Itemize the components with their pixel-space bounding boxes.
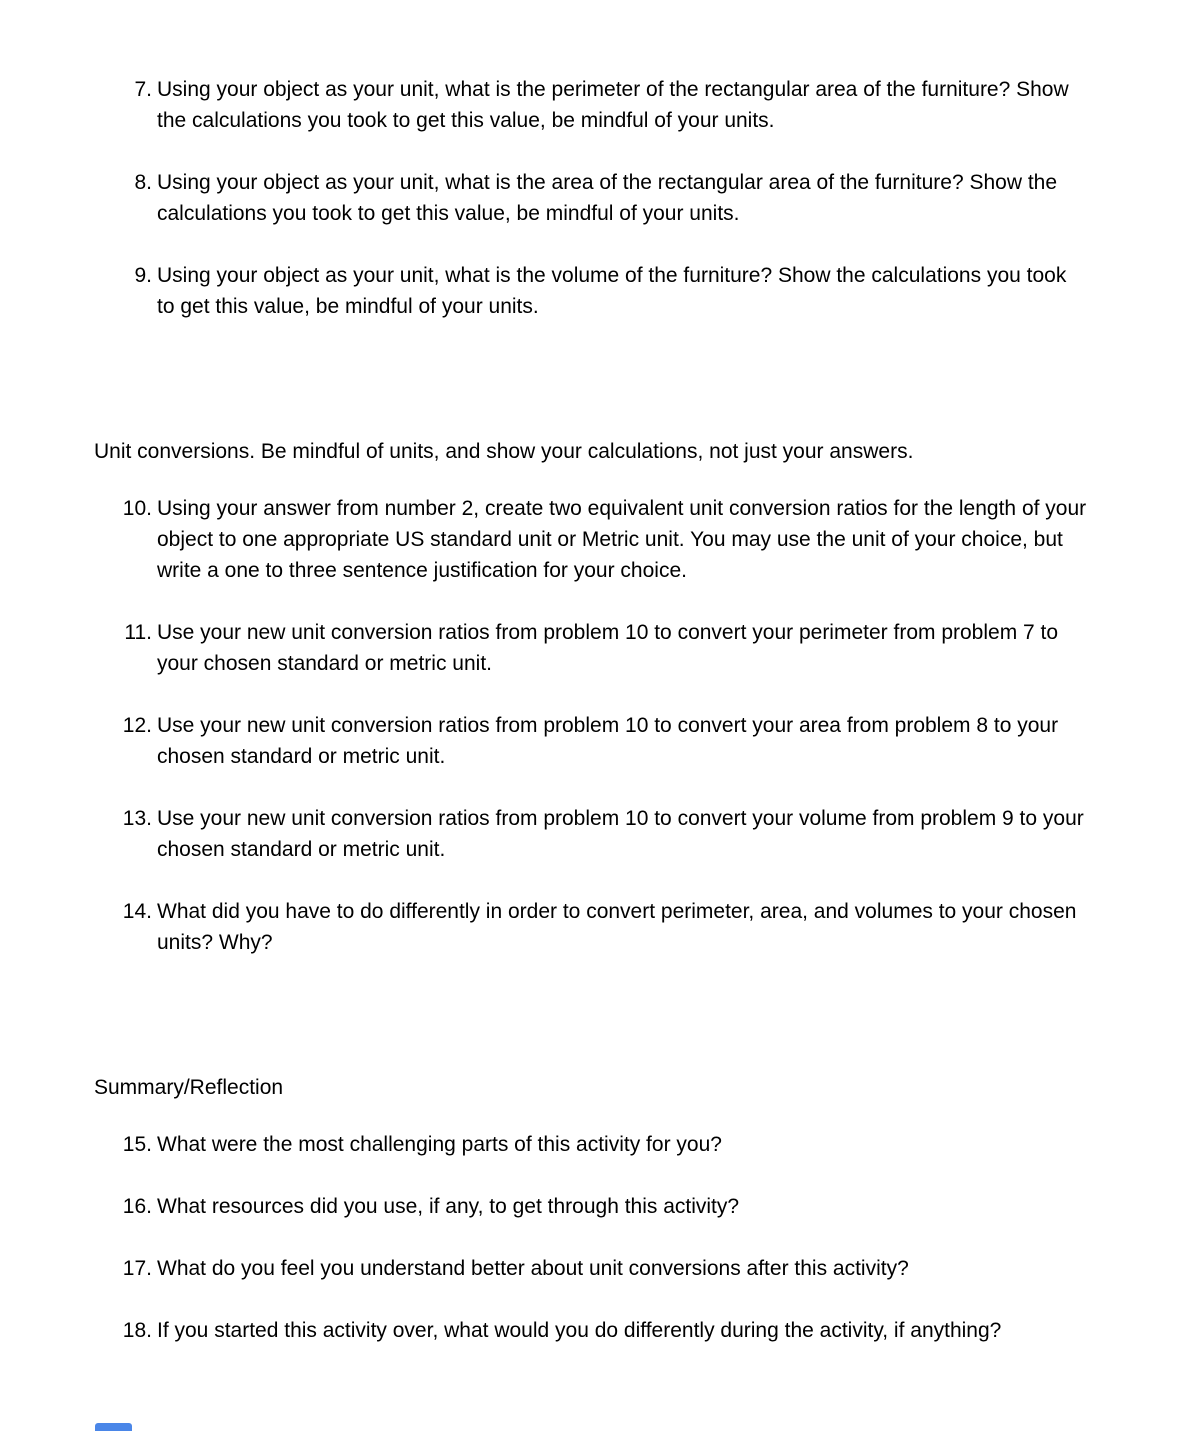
list-item-number: 14.	[122, 900, 152, 923]
list-item	[0, 1129, 1178, 1160]
list-item-number: 17.	[122, 1257, 152, 1280]
list-item-text: What were the most challenging parts of this activity for you?	[157, 1133, 722, 1156]
list-item-text: Use your new unit conversion ratios from problem 10 to convert your perimeter from problem 7 to your chosen standard or metric unit.	[157, 621, 1059, 675]
list-item	[0, 803, 1178, 865]
list-item-number: 7.	[134, 78, 152, 101]
list-item-text: Use your new unit conversion ratios from problem 10 to convert your volume from problem 9 to your chosen standard or metric unit.	[157, 807, 1084, 861]
list-item-text: What resources did you use, if any, to get through this activity?	[157, 1195, 740, 1218]
list-item	[0, 1191, 1178, 1222]
list-item-text: Using your object as your unit, what is the volume of the furniture? Show the calculations you took to get this value, be mindful of your units.	[157, 264, 1067, 318]
list-item-text: If you started this activity over, what would you do differently during the activity, if anything?	[157, 1319, 1002, 1342]
list-item	[0, 896, 1178, 958]
list-item-number: 16.	[122, 1195, 152, 1218]
list-item	[0, 260, 1178, 322]
list-item-number: 12.	[122, 714, 152, 737]
list-item	[0, 74, 1178, 136]
list-item-number: 13.	[122, 807, 152, 830]
list-item-number: 10.	[122, 497, 152, 520]
clipped-blue-element	[95, 1423, 132, 1431]
list-item	[0, 1253, 1178, 1284]
document-content	[0, 74, 1178, 1377]
list-item-number: 8.	[134, 171, 152, 194]
list-item	[0, 617, 1178, 679]
list-item-number: 15.	[122, 1133, 152, 1156]
list-item	[0, 167, 1178, 229]
list-item-number: 18.	[122, 1319, 152, 1342]
list-item-text: What do you feel you understand better about unit conversions after this activity?	[157, 1257, 909, 1280]
list-item	[0, 493, 1178, 586]
section-heading-summary-reflection: Summary/Reflection	[94, 1076, 284, 1099]
list-item	[0, 710, 1178, 772]
list-item-text: Using your object as your unit, what is the perimeter of the rectangular area of the furniture? Show the calculations you took to get this value, be mindful of your units.	[157, 78, 1069, 132]
list-item-number: 9.	[134, 264, 152, 287]
list-item-text: What did you have to do differently in order to convert perimeter, area, and volumes to your chosen units? Why?	[157, 900, 1077, 954]
list-item-text: Using your answer from number 2, create two equivalent unit conversion ratios for the length of your object to one appropriate US standard unit or Metric unit. You may use the unit of your choice, but write a one to three sentence justification for your choice.	[157, 497, 1087, 582]
list-item-number: 11.	[124, 621, 152, 644]
list-item-text: Using your object as your unit, what is the area of the rectangular area of the furniture? Show the calculations you took to get this value, be mindful of your units.	[157, 171, 1058, 225]
section-heading-unit-conversions: Unit conversions. Be mindful of units, and show your calculations, not just your answers.	[94, 440, 914, 463]
list-item	[0, 1315, 1178, 1346]
list-item-text: Use your new unit conversion ratios from problem 10 to convert your area from problem 8 to your chosen standard or metric unit.	[157, 714, 1059, 768]
